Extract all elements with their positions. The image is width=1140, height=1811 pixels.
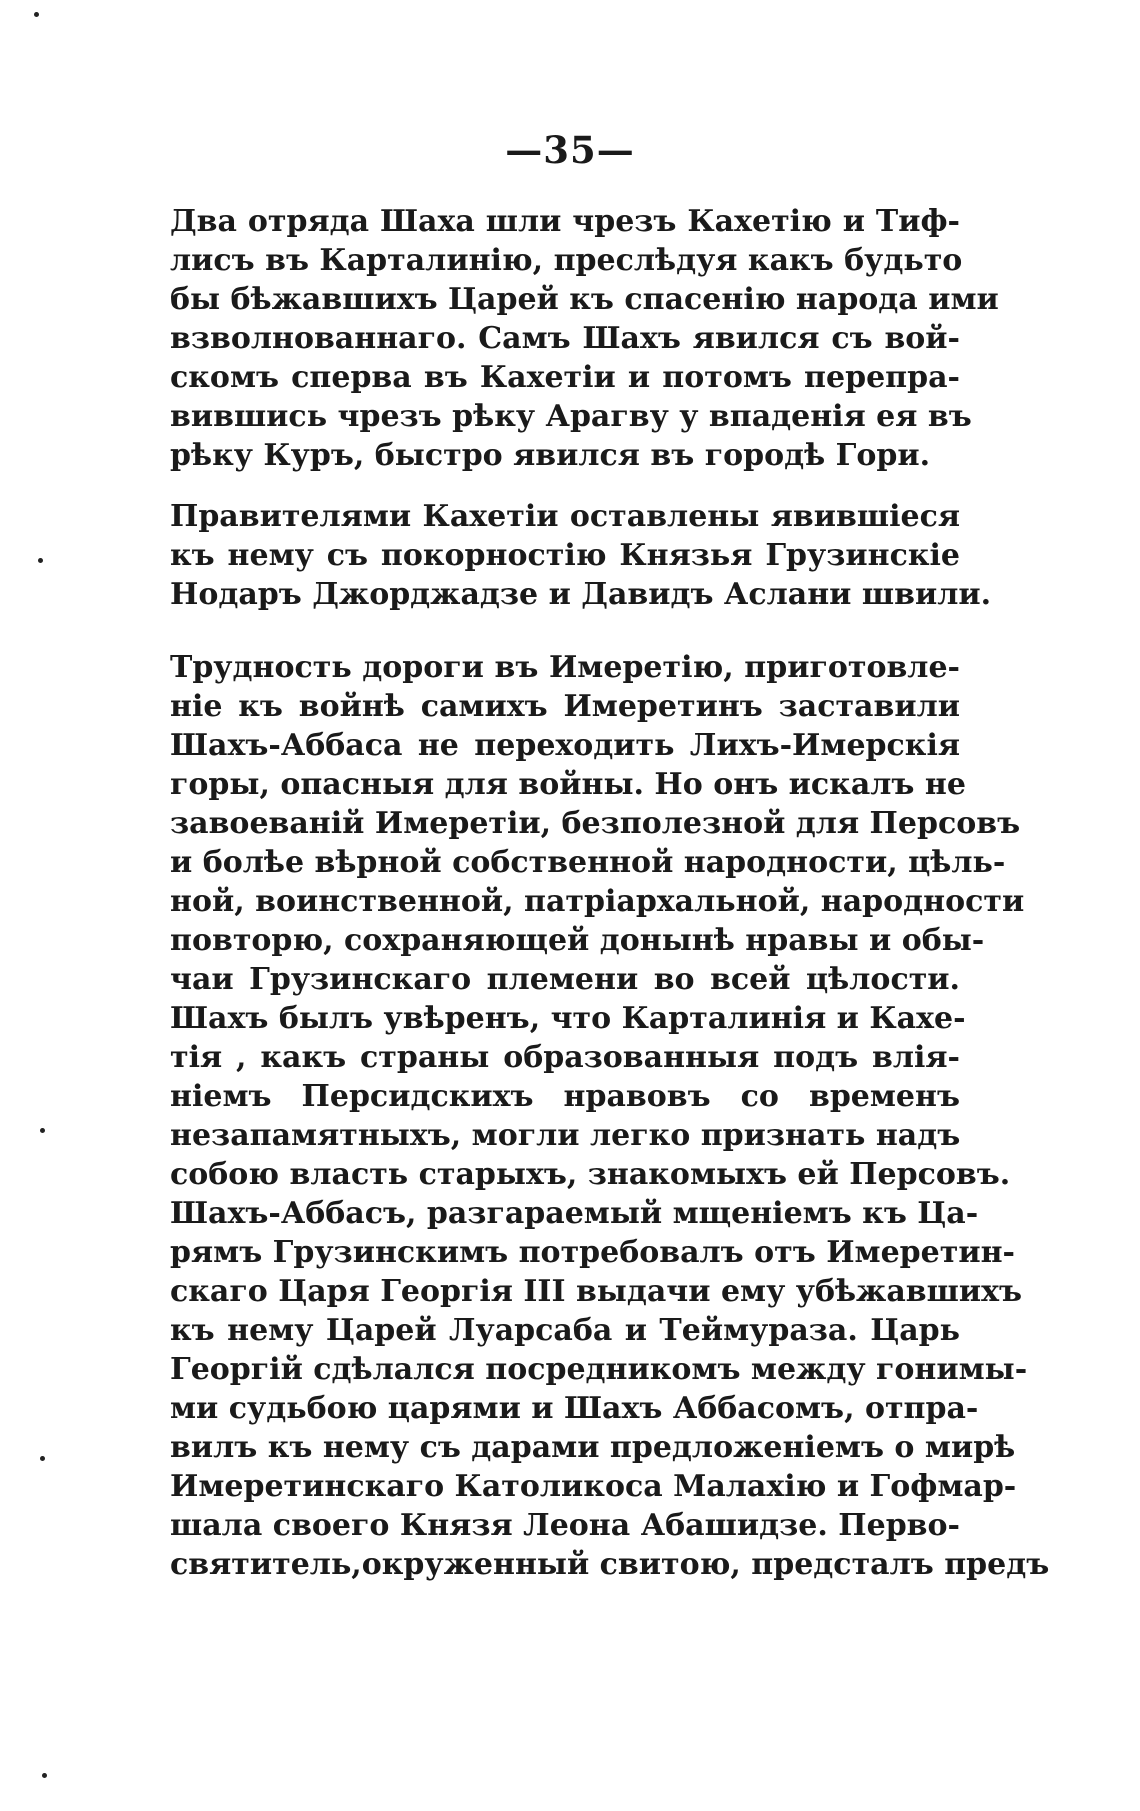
text-line: завоеваній Имеретіи, безполезной для Персовъ: [170, 806, 1021, 841]
text-line: Трудность дороги въ Имеретію, приготовле-: [170, 650, 960, 685]
text-line: Нодаръ Джорджадзе и Давидъ Аслани швили.: [170, 577, 992, 612]
text-line: Шахъ былъ увѣренъ, что Карталинія и Кахе-: [170, 1001, 966, 1036]
paragraph-3: [170, 648, 1050, 1584]
text-line: взволнованнаго. Самъ Шахъ явился съ вой-: [170, 321, 960, 356]
text-line: собою власть старыхъ, знакомыхъ ей Персовъ.: [170, 1157, 1011, 1192]
text-line: скомъ сперва въ Кахетіи и потомъ перепра-: [170, 360, 960, 395]
text-line: вившись чрезъ рѣку Арагву у впаденія ея въ: [170, 399, 972, 434]
text-line: чаи Грузинскаго племени во всей цѣлости.: [170, 962, 960, 997]
text-line: ніе къ войнѣ самихъ Имеретинъ заставили: [170, 689, 960, 724]
scan-speck: [42, 1773, 47, 1778]
text-line: къ нему Царей Луарсаба и Теймураза. Царь: [170, 1313, 960, 1348]
text-line: горы, опасныя для войны. Но онъ искалъ не: [170, 767, 966, 802]
text-line: бы бѣжавшихъ Царей къ спасенію народа ими: [170, 282, 999, 317]
text-line: Два отряда Шаха шли чрезъ Кахетію и Тиф-: [170, 204, 960, 239]
text-line: ми судьбою царями и Шахъ Аббасомъ, отпра-: [170, 1391, 979, 1426]
text-line: Правителями Кахетіи оставлены явившіеся: [170, 499, 960, 534]
text-line: тія , какъ страны образованныя подъ влія-: [170, 1040, 960, 1075]
scan-speck: [34, 12, 39, 17]
text-line: рѣку Куръ, быстро явился въ городѣ Гори.: [170, 438, 931, 473]
text-line: повторю, сохраняющей донынѣ нравы и обы-: [170, 923, 985, 958]
page-number: —35—: [505, 128, 635, 172]
text-line: ной, воинственной, патріархальной, народности: [170, 884, 1025, 919]
text-line: Имеретинскаго Католикоса Малахію и Гофмар-: [170, 1469, 1017, 1504]
text-line: Георгій сдѣлался посредникомъ между гонимы-: [170, 1352, 1028, 1387]
text-line: вилъ къ нему съ дарами предложеніемъ о мирѣ: [170, 1430, 1016, 1465]
text-line: ніемъ Персидскихъ нравовъ со временъ: [170, 1079, 960, 1114]
text-line: незапамятныхъ, могли легко признать надъ: [170, 1118, 961, 1153]
scan-speck: [38, 558, 43, 563]
text-line: рямъ Грузинскимъ потребовалъ отъ Имеретин-: [170, 1235, 1015, 1270]
text-line: святитель,окруженный свитою, предсталъ предъ: [170, 1547, 1050, 1582]
text-line: и болѣе вѣрной собственной народности, цѣль-: [170, 845, 1006, 880]
paragraph-1: [170, 202, 999, 475]
scan-speck: [40, 1128, 45, 1133]
text-line: лисъ въ Карталинію, преслѣдуя какъ будьто: [170, 243, 963, 278]
text-line: Шахъ-Аббасъ, разгараемый мщеніемъ къ Ца-: [170, 1196, 979, 1231]
paragraph-2: [170, 497, 992, 614]
text-line: скаго Царя Георгія III выдачи ему убѣжавшихъ: [170, 1274, 1023, 1309]
text-line: Шахъ-Аббаса не переходить Лихъ-Имерскія: [170, 728, 960, 763]
scan-speck: [40, 1456, 45, 1461]
text-line: къ нему съ покорностію Князья Грузинскіе: [170, 538, 960, 573]
text-line: шала своего Князя Леона Абашидзе. Перво-: [170, 1508, 960, 1543]
